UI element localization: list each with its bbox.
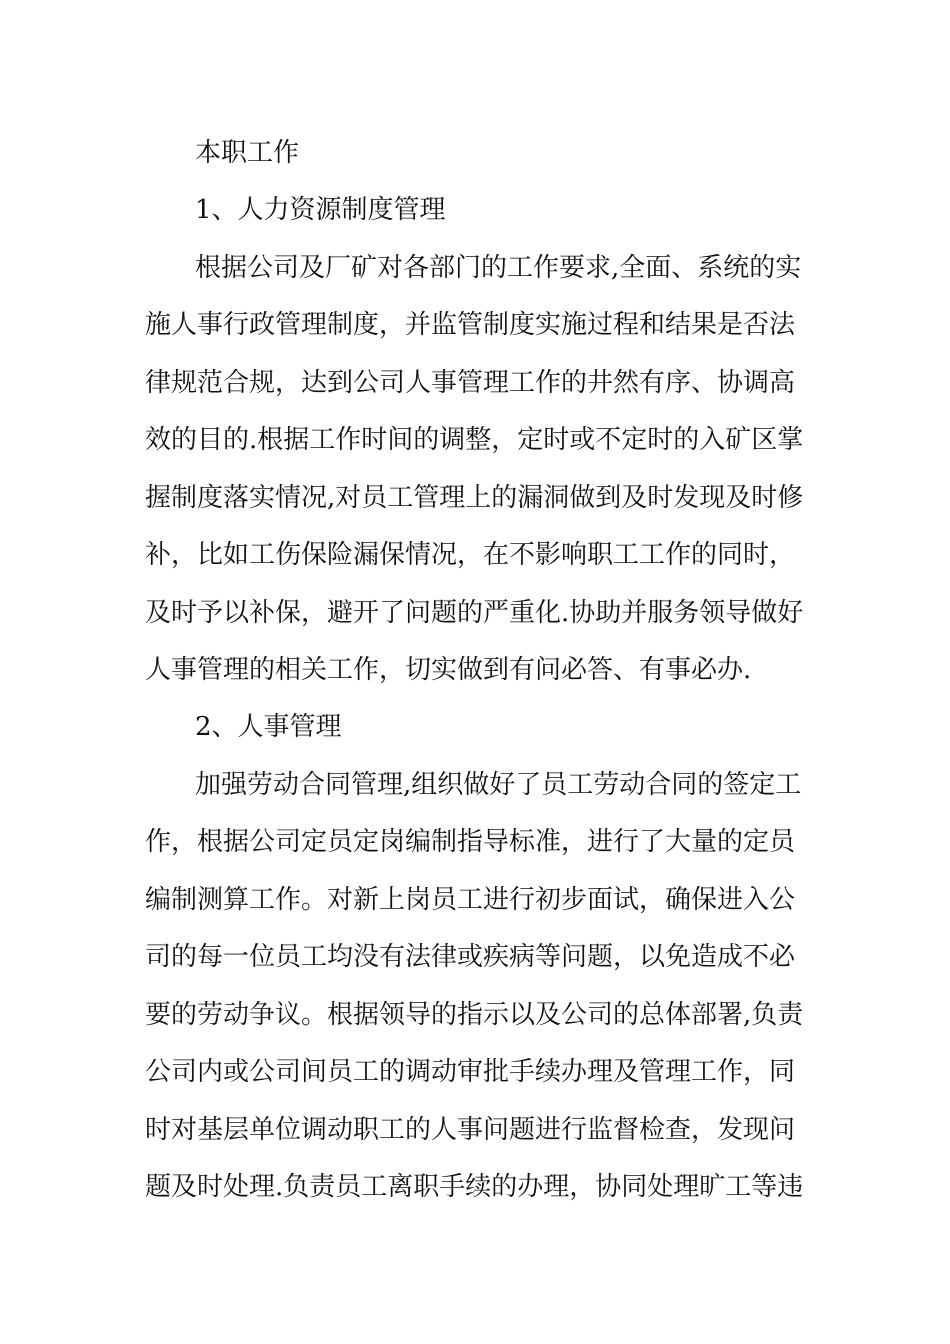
paragraph-line: 补，比如工伤保险漏保情况，在不影响职工工作的同时，	[145, 540, 796, 570]
paragraph-line: 编制测算工作。对新上岗员工进行初步面试，确保进入公	[145, 885, 796, 915]
paragraph-line: 时对基层单位调动职工的人事问题进行监督检查，发现问	[145, 1115, 796, 1145]
paragraph-line: 题及时处理.负责员工离职手续的办理，协同处理旷工等违	[145, 1172, 804, 1202]
paragraph-line: 司的每一位员工均没有法律或疾病等问题，以免造成不必	[145, 942, 796, 972]
paragraph-line: 公司内或公司间员工的调动审批手续办理及管理工作，同	[145, 1057, 796, 1087]
paragraph-line: 根据公司及厂矿对各部门的工作要求,全面、系统的实	[195, 253, 802, 283]
paragraph-line: 及时予以补保，避开了问题的严重化.协助并服务领导做好	[145, 598, 804, 628]
subheading-personnel: 2、人事管理	[195, 712, 342, 742]
paragraph-line: 施人事行政管理制度，并监管制度实施过程和结果是否法	[145, 310, 796, 340]
paragraph-line: 作，根据公司定员定岗编制指导标准，进行了大量的定员	[145, 827, 796, 857]
subheading-hr-policy: 1、人力资源制度管理	[195, 195, 446, 225]
section-heading: 本职工作	[195, 138, 300, 168]
paragraph-line: 握制度落实情况,对员工管理上的漏洞做到及时发现及时修	[145, 483, 804, 513]
paragraph-line: 效的目的.根据工作时间的调整，定时或不定时的入矿区掌	[145, 425, 804, 455]
paragraph-line: 加强劳动合同管理,组织做好了员工劳动合同的签定工	[195, 770, 802, 800]
paragraph-line: 人事管理的相关工作，切实做到有问必答、有事必办.	[145, 655, 752, 685]
paragraph-line: 律规范合规，达到公司人事管理工作的井然有序、协调高	[145, 368, 796, 398]
paragraph-line: 要的劳动争议。根据领导的指示以及公司的总体部署,负责	[145, 1000, 804, 1030]
